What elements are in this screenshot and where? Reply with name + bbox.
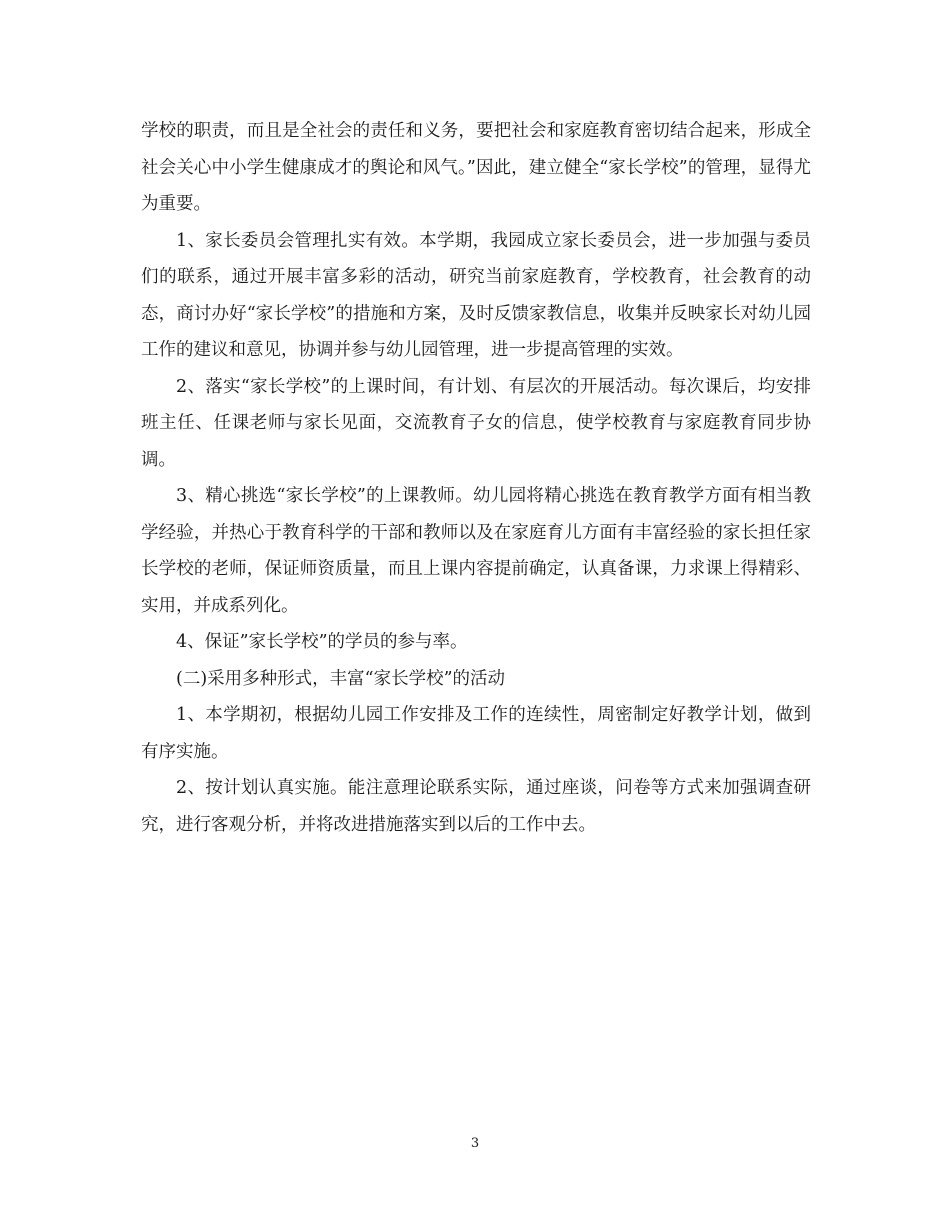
paragraph-class-schedule: 2、落实“家长学校”的上课时间，有计划、有层次的开展活动。每次课后，均安排班主任、任课老师与家长见面，交流教育子女的信息，使学校教育与家庭教育同步协调。 bbox=[141, 376, 811, 470]
paragraph-implementation: 2、按计划认真实施。能注意理论联系实际，通过座谈，问卷等方式来加强调查研究，进行客观分析，并将改进措施落实到以后的工作中去。 bbox=[141, 778, 811, 835]
paragraph-continuation: 学校的职责，而且是全社会的责任和义务，要把社会和家庭教育密切结合起来，形成全社会关心中小学生健康成才的舆论和风气。”因此，建立健全“家长学校”的管理，显得尤为重要。 bbox=[141, 121, 811, 214]
section-heading-activities: (二)采用多种形式，丰富“家长学校”的活动 bbox=[176, 668, 506, 689]
paragraph-teaching-plan: 1、本学期初，根据幼儿园工作安排及工作的连续性，周密制定好教学计划，做到有序实施。 bbox=[141, 705, 811, 762]
paragraph-teacher-selection: 3、精心挑选“家长学校”的上课教师。幼儿园将精心挑选在教育教学方面有相当教学经验，并热心于教育科学的干部和教师以及在家庭育儿方面有丰富经验的家长担任家长学校的老师，保证师资质量，而且上课内容提前确定，认真备课，力求课上得精彩、实用，并成系列化。 bbox=[141, 486, 811, 616]
page-number: 3 bbox=[470, 1136, 480, 1151]
document-body bbox=[141, 113, 811, 843]
paragraph-participation-rate: 4、保证”家长学校”的学员的参与率。 bbox=[176, 632, 468, 652]
paragraph-parent-committee: 1、家长委员会管理扎实有效。本学期，我园成立家长委员会，进一步加强与委员们的联系，通过开展丰富多彩的活动，研究当前家庭教育，学校教育，社会教育的动态，商讨办好“家长学校”的措施和方案，及时反馈家教信息，收集并反映家长对幼儿园工作的建议和意见，协调并参与幼儿园管理，进一步提高管理的实效。 bbox=[141, 230, 811, 360]
